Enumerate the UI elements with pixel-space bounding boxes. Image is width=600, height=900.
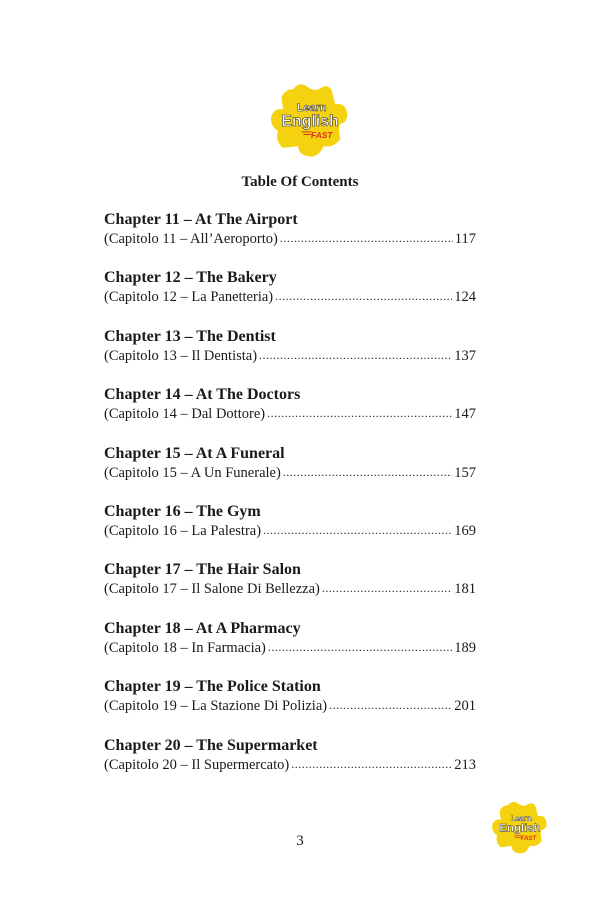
toc-entry[interactable] — [104, 502, 476, 560]
chapter-subtitle: (Capitolo 17 – Il Salone Di Bellezza) — [104, 581, 320, 598]
toc-entry[interactable] — [104, 677, 476, 735]
learn-english-fast-logo — [268, 78, 352, 164]
logo-line3: FAST — [520, 836, 537, 842]
chapter-page-number: 189 — [454, 639, 476, 656]
chapter-subtitle-row — [104, 288, 476, 306]
dot-leader — [263, 521, 452, 539]
chapter-subtitle-row — [104, 464, 476, 482]
chapter-subtitle: (Capitolo 15 – A Un Funerale) — [104, 464, 281, 481]
chapter-subtitle-row — [104, 756, 476, 774]
logo-line1: Learn — [510, 813, 532, 823]
chapter-subtitle: (Capitolo 16 – La Palestra) — [104, 522, 262, 539]
chapter-page-number: 117 — [454, 231, 476, 247]
chapter-subtitle: (Capitolo 11 – All’Aeroporto) — [104, 231, 278, 247]
chapter-page-number: 147 — [454, 406, 476, 423]
chapter-page-number: 157 — [454, 464, 476, 481]
toc-entry[interactable] — [104, 385, 476, 443]
toc-entry[interactable] — [104, 560, 476, 618]
chapter-subtitle: (Capitolo 13 – Il Dentista) — [104, 347, 258, 364]
chapter-title: Chapter 19 – The Police Station — [104, 678, 321, 696]
page-number: 3 — [296, 833, 304, 849]
chapter-title: Chapter 15 – At A Funeral — [104, 444, 285, 462]
chapter-page-number: 213 — [454, 756, 476, 773]
chapter-subtitle-row — [104, 347, 476, 365]
chapter-page-number: 124 — [454, 289, 476, 306]
chapter-subtitle: (Capitolo 18 – In Farmacia) — [104, 639, 266, 656]
chapter-title: Chapter 20 – The Supermarket — [104, 736, 318, 754]
chapter-subtitle: (Capitolo 20 – Il Supermercato) — [104, 756, 290, 773]
dot-leader — [291, 755, 452, 773]
logo-line2: English — [281, 113, 339, 131]
toc-entry[interactable] — [104, 268, 476, 326]
dot-leader — [283, 463, 452, 481]
chapter-subtitle-row — [104, 230, 476, 248]
chapter-title: Chapter 12 – The Bakery — [104, 269, 277, 287]
chapter-page-number: 181 — [454, 581, 476, 598]
chapter-subtitle: (Capitolo 14 – Dal Dottore) — [104, 406, 266, 423]
dot-leader — [268, 638, 452, 656]
toc-entry[interactable] — [104, 619, 476, 677]
dot-leader — [267, 404, 452, 422]
toc-title: Table Of Contents — [241, 174, 359, 190]
chapter-subtitle: (Capitolo 12 – La Panetteria) — [104, 289, 274, 306]
toc-list — [104, 210, 476, 794]
chapter-subtitle-row — [104, 639, 476, 657]
toc-entry[interactable] — [104, 327, 476, 385]
toc-entry[interactable] — [104, 736, 476, 794]
toc-entry[interactable] — [104, 210, 476, 268]
chapter-subtitle-row — [104, 697, 476, 715]
chapter-title: Chapter 16 – The Gym — [104, 502, 261, 520]
chapter-title: Chapter 14 – At The Doctors — [104, 386, 301, 404]
chapter-page-number: 201 — [454, 698, 476, 715]
chapter-title: Chapter 11 – At The Airport — [104, 211, 298, 228]
dot-leader — [280, 229, 453, 247]
chapter-title: Chapter 18 – At A Pharmacy — [104, 619, 301, 637]
chapter-subtitle-row — [104, 580, 476, 598]
chapter-title: Chapter 13 – The Dentist — [104, 327, 276, 345]
chapter-subtitle-row — [104, 522, 476, 540]
chapter-subtitle: (Capitolo 19 – La Stazione Di Polizia) — [104, 698, 328, 715]
chapter-title: Chapter 17 – The Hair Salon — [104, 561, 301, 579]
logo-line1: Learn — [296, 101, 327, 114]
logo-line3: FAST — [311, 129, 333, 140]
chapter-page-number: 137 — [454, 347, 476, 364]
toc-entry[interactable] — [104, 444, 476, 502]
chapter-subtitle-row — [104, 405, 476, 423]
chapter-page-number: 169 — [454, 522, 476, 539]
dot-leader — [275, 287, 452, 305]
dot-leader — [329, 696, 452, 714]
dot-leader — [259, 346, 452, 364]
dot-leader — [322, 579, 452, 597]
logo-line2: English — [499, 822, 541, 835]
